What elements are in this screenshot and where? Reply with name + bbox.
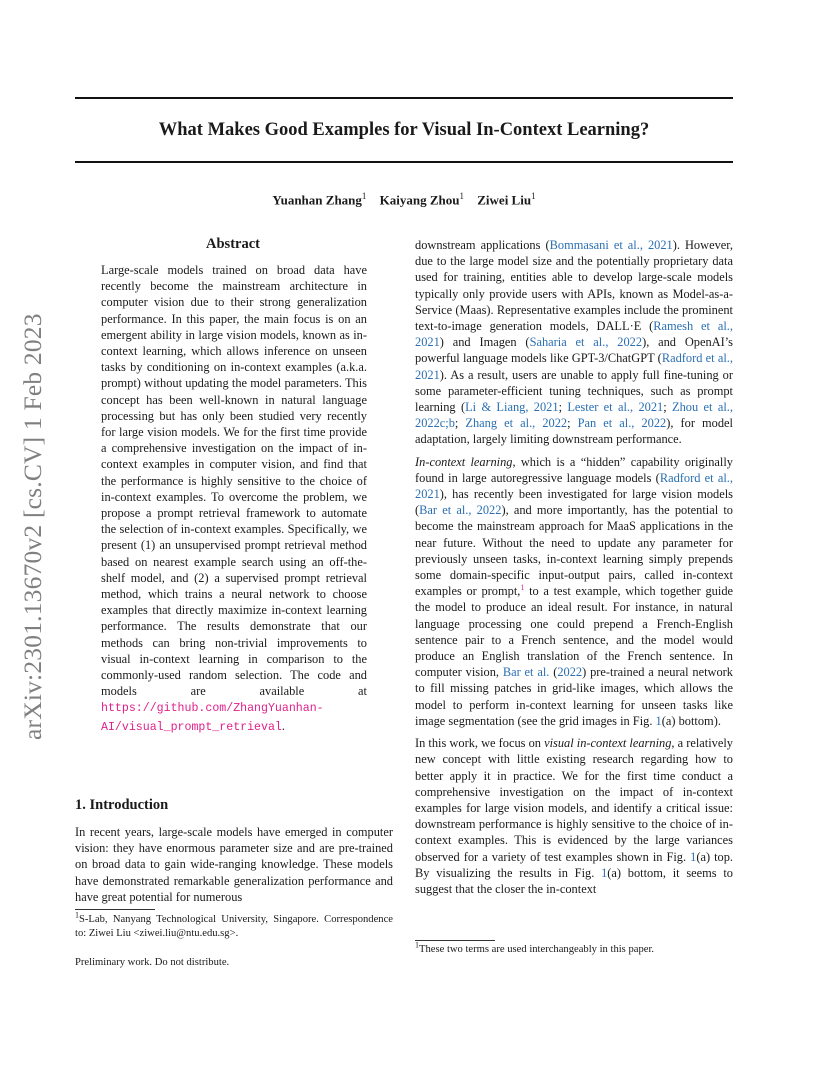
abstract-paragraph: Large-scale models trained on broad data have recently become the mainstream architecture in computer vision due to their strong generalization performance. In this paper, the main focus is on an emergent ability in large vision models, known as in-context learning, which allows inference on unseen tasks by conditioning on in-context examples (a.k.a. prompt) without updating the model parameters. This concept has been well-known in natural language processing but has only been studied very recently for large vision models. We for the first time provide a comprehensive investigation on the impact of in-context examples in computer vision, and find that the performance is highly sensitive to the choice of in-context examples. To overcome the problem, we propose a prompt retrieval framework to automate the selection of in-context examples. Specifically, we present (1) an unsupervised prompt retrieval method based on nearest example search using an off-the-shelf model, and (2) a supervised prompt retrieval method, which trains a neural network to choose examples that directly maximize in-context learning performance. The results demonstrate that our methods can bring non-trivial improvements to visual in-context learning in comparison to the commonly-used random selection. The code and models are available at: [101, 263, 367, 699]
citation-link[interactable]: Bar et al., 2022: [419, 503, 502, 518]
abstract-end: .: [281, 718, 286, 733]
citation-link[interactable]: Zhang et al., 2022: [465, 416, 568, 431]
right-column: [415, 237, 733, 903]
affiliation-mark: 1: [531, 191, 536, 201]
affiliation-footnote-text: S-Lab, Nanyang Technological University, Singapore. Correspondence to: Ziwei Liu <ziwei.liu@ntu.edu.sg>.: [75, 914, 393, 939]
citation-link[interactable]: 2022: [557, 665, 583, 680]
paragraph-this-work: [415, 735, 733, 897]
text-run: downstream applications (: [415, 238, 550, 252]
citation-link[interactable]: Radford et al., 2021: [415, 470, 733, 502]
citation-link[interactable]: Radford et al., 2021: [415, 351, 733, 382]
paragraph-in-context-learning: [415, 454, 733, 729]
introduction-paragraph: In recent years, large-scale models have emerged in computer vision: they have enormous parameter size and are pre-trained on broad data to gain wide-ranging knowledge. These models have demonstrated remarkable generalization performance and have great potential for numerous: [75, 825, 393, 904]
preliminary-notice: Preliminary work. Do not distribute.: [75, 957, 230, 968]
text-run: ;: [558, 400, 568, 415]
citation-link[interactable]: 1: [601, 865, 608, 880]
affiliation-footnote: [75, 910, 393, 941]
text-run: , a relatively new concept with little existing research regarding how to better apply it in practice. We for the first time conduct a comprehensive investigation on the impact of in-context examples for large vision models, and identify a critical issue: downstream performance is highly sensitive to the choice of in-context examples. This is evidenced by the large variances observed for a variety of test examples shown in Fig.: [415, 736, 733, 864]
citation-link[interactable]: Ramesh et al., 2021: [415, 319, 734, 350]
text-run: ). As a result, users are unable to apply full fine-tuning or some parameter-efficient tuning techniques, such as prompt learning (: [415, 367, 733, 415]
text-run: ), has recently been investigated for large vision models (: [415, 487, 733, 518]
citation-link[interactable]: 1: [655, 713, 662, 728]
footnote-mark: 1: [75, 910, 79, 920]
text-run: ;: [663, 400, 673, 415]
text-run: ), for model adaptation, largely limiting downstream performance.: [415, 416, 733, 447]
citation-link[interactable]: Zhou et al., 2022c;b: [415, 400, 733, 431]
text-run: ). However, due to the large model size and the potentially proprietary data used for training, entities able to develop large-scale models typically only provide users with APIs, known as Model-as-a-Service (Maas). Representative examples include the prominent text-to-image generation models, DALL·E (: [415, 238, 733, 334]
affiliation-mark: 1: [459, 191, 464, 201]
footnote-mark: 1: [415, 940, 419, 950]
author-list: [75, 191, 733, 208]
text-run: ;: [567, 416, 578, 431]
abstract-heading: Abstract: [206, 236, 260, 252]
citation-link[interactable]: Lester et al., 2021: [567, 400, 664, 415]
terms-footnote: [415, 940, 733, 957]
text-run: ;: [454, 416, 466, 431]
text-run: ) pre-trained a neural network to fill missing patches in grid-like images, which allows the model to perform in-context learning for unseen tasks like image segmentation (see the grid images in Fig.: [415, 665, 733, 728]
introduction-heading: 1. Introduction: [75, 797, 169, 813]
footnote-rule: [415, 940, 495, 941]
citation-link[interactable]: Bommasani et al., 2021: [549, 238, 673, 252]
text-run: , which is a “hidden” capability originally found in large autoregressive language models (: [415, 454, 733, 485]
citation-link[interactable]: Bar et al.: [502, 665, 550, 680]
citation-link[interactable]: Pan et al., 2022: [577, 416, 667, 431]
abstract-text: [101, 262, 367, 736]
title-rule-bottom: [75, 161, 733, 163]
author-name: Yuanhan Zhang: [272, 192, 362, 208]
citation-link[interactable]: 1: [690, 849, 697, 864]
text-run: In this work, we focus on: [415, 736, 545, 751]
text-run: to a test example, which together guide the model to produce an ideal result. For instance, in natural language processing one could prepend a French-English sentence pair to a French sentence, and the model would produce an English translation of the French sentence. In computer vision,: [415, 584, 734, 680]
citation-link[interactable]: Li & Liang, 2021: [465, 400, 559, 415]
affiliation-mark: 1: [361, 191, 367, 201]
author-name: Ziwei Liu: [477, 192, 532, 208]
title-rule-top: [75, 97, 733, 99]
text-run: ), and more importantly, has the potential to become the mainstream approach for MaaS applications in the near future. Without the need to update any parameter for previously unseen tasks, in-context learning simply prepends some domain-specific input-output pairs, called in-context examples or prompt,: [415, 503, 734, 599]
paragraph-maas: [415, 237, 733, 448]
emphasized-term: visual in-context learning: [544, 736, 672, 751]
citation-link[interactable]: Saharia et al., 2022: [529, 335, 643, 350]
text-run: (a) bottom).: [661, 713, 721, 728]
footnote-reference[interactable]: 1: [520, 583, 525, 593]
arxiv-identifier-stamp: arXiv:2301.13670v2 [cs.CV] 1 Feb 2023: [18, 313, 47, 740]
emphasized-term: In-context learning: [415, 454, 513, 469]
text-run: (a) bottom, it seems to suggest that the closer the in-context: [415, 865, 734, 896]
text-run: ) and Imagen (: [439, 335, 530, 350]
text-run: (: [549, 665, 558, 680]
text-run: (a) top. By visualizing the results in Fig.: [415, 849, 734, 880]
text-run: ), and OpenAI’s powerful language models like GPT-3/ChatGPT (: [415, 335, 734, 366]
footnote-rule: [75, 909, 155, 910]
terms-footnote-text: These two terms are used interchangeably in this paper.: [419, 944, 655, 955]
code-repository-link[interactable]: https://github.com/ZhangYuanhan-AI/visual_prompt_retrieval: [101, 702, 324, 734]
author-name: Kaiyang Zhou: [379, 192, 460, 208]
paper-title: What Makes Good Examples for Visual In-Context Learning?: [158, 120, 650, 140]
